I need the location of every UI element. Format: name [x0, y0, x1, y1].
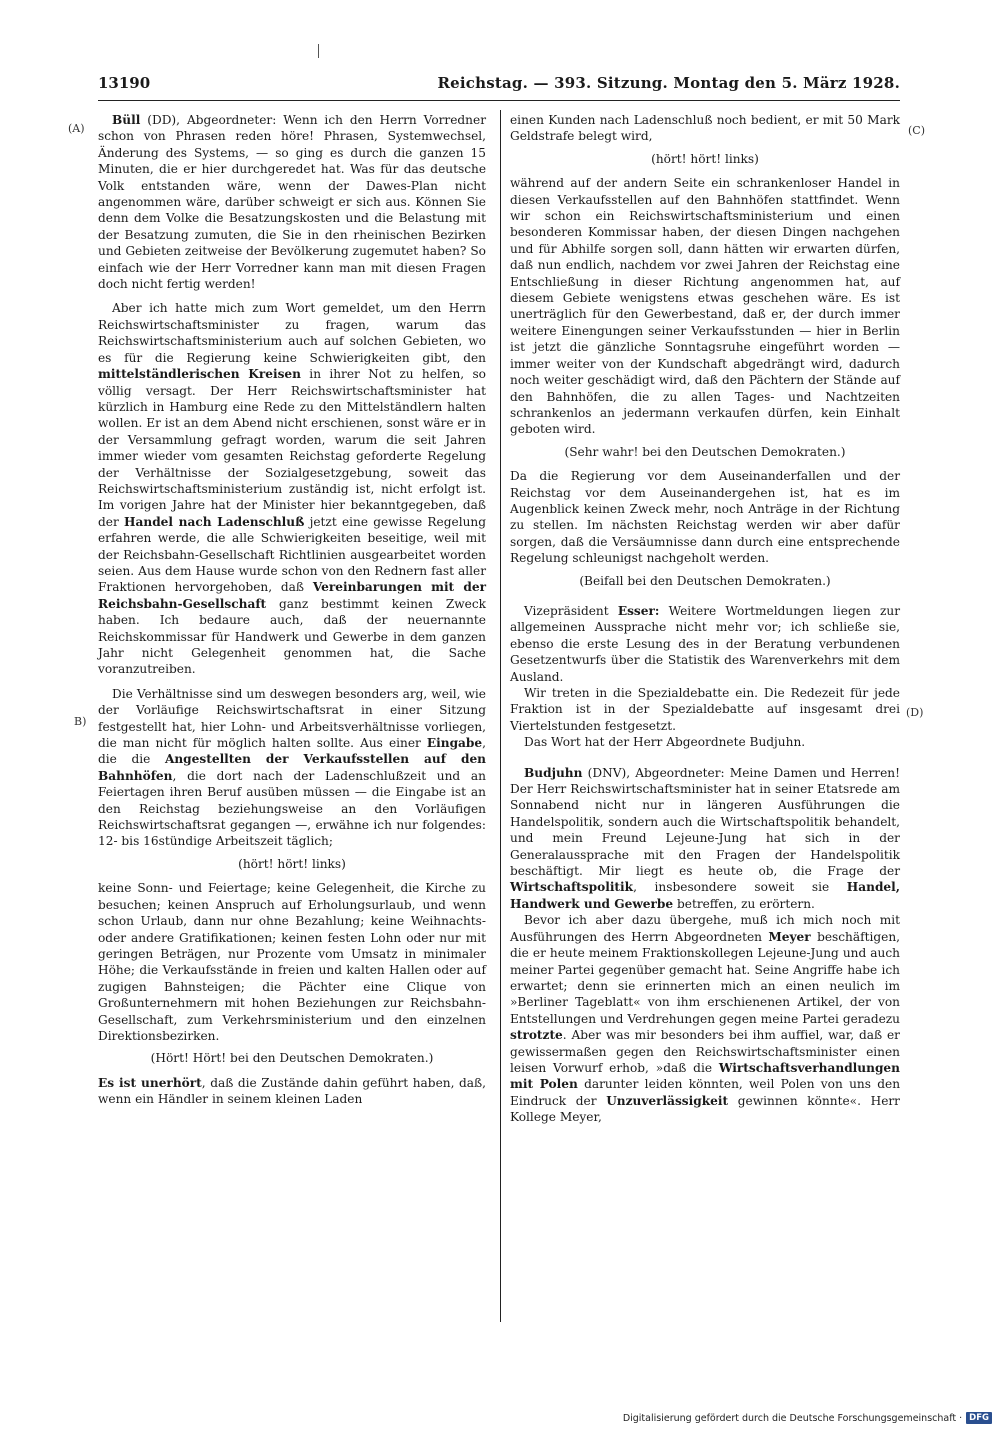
paragraph-text: Weitere Wortmeldungen liegen zur allgemeinen Aussprache nicht mehr vor; ich schließe sie, ebenso die erste Lesung des in der Beratung verbundenen Gesetzentwurfs über die Statistik des Warenverkehrs mit dem Ausland.	[510, 603, 900, 684]
footer	[623, 1412, 992, 1424]
paragraph	[510, 603, 900, 685]
speaker-name: Esser:	[617, 603, 660, 618]
emphasis: strotzte	[510, 1028, 563, 1043]
paragraph-text: beschäftigen, die er heute meinem Fraktionskollegen Lejeune-Jung und auch meiner Partei gegenüber gemacht hat. Seine Angriffe habe ich erwartet; denn sie erinnerten mich an einen neulich im »Berliner Tageblatt« von ihm erschienenen Artikel, der von Entstellungen und Verdrehungen gegen meine Partei geradezu	[510, 929, 900, 1026]
page-number: 13190	[98, 74, 151, 92]
paragraph-text: Die Verhältnisse sind um deswegen besonders arg, weil, wie der Vorläufige Reichswirtschaftsrat in einer Sitzung festgestellt hat, hier Lohn- und Arbeitsverhältnisse vorliegen, die man nicht für möglich halten sollte. Aus einer	[98, 686, 486, 751]
paragraph-text: Vizepräsident	[524, 603, 618, 618]
paragraph-text: darunter leiden könnten, weil Polen von uns den Eindruck der	[510, 1077, 901, 1108]
paragraph	[510, 912, 900, 1125]
paragraph: einen Kunden nach Ladenschluß noch bedient, er mit 50 Mark Geldstrafe belegt wird,	[510, 113, 900, 144]
speaker-name: Budjuhn	[524, 765, 583, 780]
paragraph-text: , die dort nach der Ladenschlußzeit und an Feiertagen ihren Beruf ausüben müssen — die Eingabe ist an den Reichstag beziehungsweise an den Vorläufigen Reichswirtschaftsrat gegangen —, erwähne ich nur folgendes: 12- bis 16stündige Arbeitszeit täglich;	[98, 768, 486, 849]
emphasis: mittelständlerischen Kreisen	[98, 367, 301, 382]
emphasis: Handel nach Ladenschluß	[124, 514, 305, 529]
interjection: (Hört! Hört! bei den Deutschen Demokraten.)	[150, 1051, 434, 1066]
page-header	[98, 66, 900, 101]
paragraph: Da die Regierung vor dem Auseinanderfallen und der Reichstag vor dem Auseinandergehen ist, hat es im Augenblick keinen Zweck mehr, noch Anträge in der Richtung zu stellen. Im nächsten Reichstag werden wir aber dafür sorgen, daß die Versäumnisse dann durch eine entsprechende Regelung schleunigst nachgeholt werden.	[510, 469, 900, 566]
paragraph-text: (DNV), Abgeordneter: Meine Damen und Herren! Der Herr Reichswirtschaftsminister hat in seiner Etatsrede am Sonnabend nicht nur in längeren Ausführungen die Handelspolitik, sondern auch die Wirtschaftspolitik behandelt, und mein Freund Lejeune-Jung hat sich in der Generalaussprache mit den Fragen der Handelspolitik beschäftigt. Mir liegt es heute ob, die Frage der	[510, 765, 900, 879]
paragraph-text: in ihrer Not zu helfen, so völlig versagt. Der Herr Reichswirtschaftsminister hat kürzlich in Hamburg eine Rede zu den Mittelständlern halten wollen. Er ist an dem Abend nicht erschienen, sonst wäre er in der Versammlung gefragt worden, warum die seit Jahren immer wieder vom gesamten Reichstag geforderte Regelung der Verhältnisse der Sozialgesetzgebung, soweit das Reichswirtschaftsministerium zuständig ist, nicht erfolgt ist. Im vorigen Jahre hat der Minister hier bekanntgegeben, daß der	[98, 367, 486, 529]
paragraph-text: (DD), Abgeordneter: Wenn ich den Herrn Vorredner schon von Phrasen reden höre! Phrasen, Systemwechsel, Änderung des Systems, — so ging es durch die ganzen 15 Minuten, die er hier durchgeredet hat. Was für das deutsche Volk entstanden wäre, wenn der Dawes-Plan nicht angenommen wäre, darüber schweigt er sich aus. Können Sie denn dem Volke die Besatzungskosten und die Belastung mit der Besatzung zumuten, die Sie in den rheinischen Bezirken und Gebieten zeitweise der Bevölkerung zugemutet haben? So einfach wie der Herr Vorredner kann man mit diesen Fragen doch nicht fertig werden!	[98, 113, 486, 292]
emphasis: Meyer	[768, 929, 811, 944]
column-divider	[500, 110, 501, 1322]
interjection: (hört! hört! links)	[238, 856, 346, 871]
paragraph-text: . Aber was mir besonders bei ihm auffiel, war, daß er gewissermaßen gegen den Reichswirtschaftsminister einen leisen Vorwurf erhob, »daß die	[510, 1028, 900, 1075]
margin-mark-b: B)	[74, 715, 87, 728]
paragraph	[98, 1075, 486, 1108]
scan-mark	[318, 44, 319, 58]
paragraph: Wir treten in die Spezialdebatte ein. Die Redezeit für jede Fraktion ist in der Spezialdebatte auf insgesamt drei Viertelstunden festgesetzt.	[510, 686, 900, 733]
emphasis: Handel, Handwerk und Gewerbe	[510, 880, 900, 911]
emphasis: Es ist unerhört	[98, 1075, 202, 1090]
dfg-logo: DFG	[966, 1412, 992, 1424]
paragraph-text: , insbesondere soweit sie	[633, 880, 847, 895]
emphasis: Angestellten der Verkaufsstellen auf den Bahnhöfen	[98, 752, 487, 783]
interjection: (Sehr wahr! bei den Deutschen Demokraten.)	[564, 444, 846, 459]
paragraph-text: gewinnen könnte«. Herr Kollege Meyer,	[510, 1093, 900, 1125]
paragraph-text: , die die	[98, 736, 486, 767]
paragraph-text: jetzt eine gewisse Regelung erfahren werde, die alle Schwierigkeiten beseitige, weil mit der Reichsbahn-Gesellschaft Richtlinien ausgearbeitet worden seien. Aus dem Hause wurde schon von den Rednern fast aller Fraktionen hervorgehoben, daß	[98, 514, 486, 595]
paragraph: während auf der andern Seite ein schrankenloser Handel in diesen Verkaufsstellen auf den Bahnhöfen stattfindet. Wenn wir schon ein Reichswirtschaftsministerium und einen besonderen Kommissar haben, der diesen Dingen nachgehen und für Abhilfe sorgen soll, dann hätten wir erwarten dürfen, daß nun endlich, nachdem vor zwei Jahren der Reichstag eine Entschließung in dieser Richtung angenommen hat, auf diesem Gebiete wenigstens etwas geschehen wäre. Es ist unerträglich für den Gewerbestand, daß er, der durch immer weitere Einengungen seiner Verkaufsstunden — hier in Berlin ist jetzt die gänzliche Sonntagsruhe eingeführt worden — immer weiter von der Kundschaft abgedrängt wird, dadurch noch weiter geschädigt wird, daß den Pächtern der Stände auf den Bahnhöfen, die zu allen Tages- und Nachtzeiten schrankenlos an jedermann verkaufen dürfen, kein Einhalt geboten wird.	[510, 176, 900, 437]
emphasis: Unzuverlässigkeit	[606, 1093, 729, 1108]
speaker-name: Büll	[112, 113, 141, 127]
paragraph-text: betreffen, zu erörtern.	[673, 896, 815, 911]
paragraph	[98, 112, 486, 292]
interjection: (hört! hört! links)	[651, 151, 759, 166]
paragraph	[98, 686, 486, 850]
margin-mark-a: (A)	[68, 122, 85, 135]
right-column	[510, 112, 900, 1126]
paragraph	[98, 300, 486, 677]
margin-mark-d: (D)	[906, 706, 924, 719]
interjection: (Beifall bei den Deutschen Demokraten.)	[579, 573, 831, 588]
paragraph-text: Aber ich hatte mich zum Wort gemeldet, um den Herrn Reichswirtschaftsminister zu fragen, warum das Reichswirtschaftsministerium auch auf solchen Gebieten, wo es für die Regierung keine Schwierigkeiten gibt, den	[98, 301, 486, 365]
paragraph: keine Sonn- und Feiertage; keine Gelegenheit, die Kirche zu besuchen; keinen Anspruch auf Erholungsurlaub, und wenn schon Urlaub, dann nur ohne Bezahlung; keine Weihnachts- oder andere Gratifikationen; keinen festen Lohn oder nur mit geringen Beträgen, nur Prozente vom Umsatz in minimaler Höhe; die Verkaufsstände in freien und kalten Hallen oder auf zugigen Bahnsteigen; die Pächter eine Clique von Großunternehmern mit hohen Beziehungen zur Reichsbahn-Gesellschaft, zum Verkehrsministerium und den einzelnen Direktionsbezirken.	[98, 881, 486, 1043]
header-title: Reichstag. — 393. Sitzung. Montag den 5. März 1928.	[437, 74, 900, 92]
margin-mark-c: (C)	[908, 124, 925, 137]
footer-text: Digitalisierung gefördert durch die Deutsche Forschungsgemeinschaft ·	[622, 1412, 963, 1424]
left-column	[98, 112, 486, 1108]
emphasis: Wirtschaftspolitik	[510, 880, 634, 895]
paragraph-text: , daß die Zustände dahin geführt haben, daß, wenn ein Händler in seinem kleinen Laden	[98, 1075, 486, 1107]
paragraph: Das Wort hat der Herr Abgeordnete Budjuhn.	[524, 735, 806, 750]
emphasis: Eingabe	[426, 736, 483, 751]
paragraph	[510, 765, 900, 913]
emphasis: Wirtschaftsverhandlungen mit Polen	[510, 1060, 900, 1092]
emphasis: Vereinbarungen mit der Reichsbahn-Gesellschaft	[98, 580, 486, 611]
paragraph-text: Bevor ich aber dazu übergehe, muß ich mich noch mit Ausführungen des Herrn Abgeordneten	[510, 913, 900, 944]
paragraph-text: ganz bestimmt keinen Zweck haben. Ich bedaure auch, daß der neuernannte Reichskommissar für Handwerk und Gewerbe in dem ganzen Jahr nicht Gelegenheit genommen hat, die Sache voranzutreiben.	[98, 596, 486, 677]
